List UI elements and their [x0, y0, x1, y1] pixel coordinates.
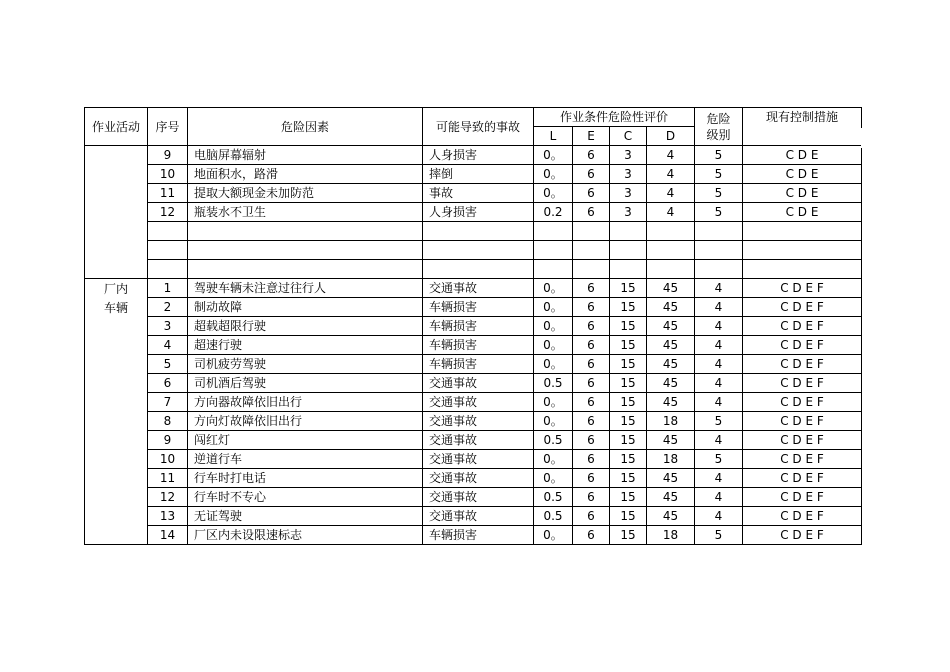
seq-cell: 3: [148, 317, 188, 336]
L-cell: 0。: [534, 412, 573, 431]
table-row: [85, 374, 862, 393]
C-cell: [610, 222, 647, 241]
controls-cell: C D E F: [743, 507, 862, 526]
table-row: [85, 469, 862, 488]
header-evaluation: 作业条件危险性评价: [534, 108, 695, 127]
E-cell: 6: [573, 507, 610, 526]
L-cell: 0.5: [534, 374, 573, 393]
L-cell: 0。: [534, 317, 573, 336]
hazard-cell: 闯红灯: [188, 431, 423, 450]
header-C: C: [610, 127, 647, 146]
hazard-cell: 厂区内未设限速标志: [188, 526, 423, 545]
L-cell: 0.5: [534, 488, 573, 507]
C-cell: 15: [610, 431, 647, 450]
C-cell: 15: [610, 488, 647, 507]
hazard-cell: 行车时打电话: [188, 469, 423, 488]
level-cell: 4: [695, 317, 743, 336]
E-cell: 6: [573, 203, 610, 222]
table-row: [85, 222, 862, 241]
group1-body: [85, 146, 862, 279]
hazard-cell: [188, 241, 423, 260]
E-cell: 6: [573, 355, 610, 374]
table-row: [85, 431, 862, 450]
level-cell: 4: [695, 355, 743, 374]
level-cell: 4: [695, 507, 743, 526]
C-cell: 3: [610, 146, 647, 165]
hazard-cell: 无证驾驶: [188, 507, 423, 526]
accident-cell: 车辆损害: [423, 336, 534, 355]
header-level: [695, 108, 743, 146]
hazard-cell: 行车时不专心: [188, 488, 423, 507]
level-cell: 5: [695, 203, 743, 222]
accident-cell: 车辆损害: [423, 317, 534, 336]
level-cell: [695, 241, 743, 260]
table-row: [85, 279, 862, 298]
table-row: [85, 393, 862, 412]
L-cell: 0。: [534, 298, 573, 317]
hazard-cell: 电脑屏幕辐射: [188, 146, 423, 165]
hazard-cell: 方向器故障依旧出行: [188, 393, 423, 412]
E-cell: 6: [573, 317, 610, 336]
C-cell: 3: [610, 203, 647, 222]
E-cell: 6: [573, 488, 610, 507]
hazard-cell: 提取大额现金未加防范: [188, 184, 423, 203]
E-cell: 6: [573, 374, 610, 393]
D-cell: 45: [647, 374, 695, 393]
level-cell: 5: [695, 412, 743, 431]
level-cell: [695, 222, 743, 241]
D-cell: 45: [647, 298, 695, 317]
level-cell: 5: [695, 450, 743, 469]
seq-cell: 6: [148, 374, 188, 393]
header-level-line2: 级别: [706, 127, 731, 142]
controls-cell: C D E F: [743, 336, 862, 355]
hazard-cell: 司机疲劳驾驶: [188, 355, 423, 374]
accident-cell: 车辆损害: [423, 355, 534, 374]
L-cell: [534, 222, 573, 241]
C-cell: 15: [610, 298, 647, 317]
D-cell: 45: [647, 393, 695, 412]
D-cell: 45: [647, 355, 695, 374]
activity-cell: [85, 279, 148, 545]
table-row: [85, 526, 862, 545]
controls-cell: C D E F: [743, 298, 862, 317]
table-row: [85, 450, 862, 469]
seq-cell: 10: [148, 450, 188, 469]
hazard-cell: 地面积水，路滑: [188, 165, 423, 184]
E-cell: 6: [573, 412, 610, 431]
controls-cell: [743, 260, 862, 279]
E-cell: 6: [573, 165, 610, 184]
L-cell: 0。: [534, 184, 573, 203]
level-cell: [695, 260, 743, 279]
table-row: [85, 317, 862, 336]
table-row: [85, 146, 862, 165]
D-cell: 45: [647, 317, 695, 336]
level-cell: 4: [695, 336, 743, 355]
table-row: [85, 203, 862, 222]
D-cell: 4: [647, 165, 695, 184]
hazard-cell: [188, 222, 423, 241]
seq-cell: 7: [148, 393, 188, 412]
seq-cell: 11: [148, 184, 188, 203]
controls-cell: C D E F: [743, 526, 862, 545]
controls-cell: [743, 222, 862, 241]
header-controls: 现有控制措施: [743, 108, 862, 146]
E-cell: 6: [573, 298, 610, 317]
accident-cell: 交通事故: [423, 507, 534, 526]
hazard-cell: [188, 260, 423, 279]
table-row: [85, 412, 862, 431]
L-cell: 0。: [534, 146, 573, 165]
accident-cell: 交通事故: [423, 488, 534, 507]
controls-cell: C D E F: [743, 469, 862, 488]
accident-cell: 事故: [423, 184, 534, 203]
C-cell: [610, 260, 647, 279]
controls-cell: C D E F: [743, 279, 862, 298]
D-cell: [647, 241, 695, 260]
accident-cell: 交通事故: [423, 393, 534, 412]
D-cell: 4: [647, 203, 695, 222]
accident-cell: [423, 260, 534, 279]
accident-cell: 交通事故: [423, 412, 534, 431]
D-cell: 45: [647, 336, 695, 355]
controls-cell: C D E F: [743, 355, 862, 374]
table-row: [85, 355, 862, 374]
level-cell: 5: [695, 165, 743, 184]
L-cell: 0。: [534, 279, 573, 298]
D-cell: 45: [647, 469, 695, 488]
C-cell: 15: [610, 469, 647, 488]
level-cell: 5: [695, 146, 743, 165]
level-cell: 5: [695, 526, 743, 545]
E-cell: 6: [573, 184, 610, 203]
C-cell: 15: [610, 450, 647, 469]
accident-cell: 车辆损害: [423, 526, 534, 545]
accident-cell: 人身损害: [423, 146, 534, 165]
C-cell: 15: [610, 355, 647, 374]
table-row: [85, 336, 862, 355]
table-row: [85, 260, 862, 279]
hazard-cell: 逆道行车: [188, 450, 423, 469]
L-cell: 0.2: [534, 203, 573, 222]
hazard-cell: 瓶装水不卫生: [188, 203, 423, 222]
D-cell: [647, 222, 695, 241]
D-cell: 45: [647, 431, 695, 450]
E-cell: 6: [573, 393, 610, 412]
header-accident: 可能导致的事故: [423, 108, 534, 146]
accident-cell: [423, 241, 534, 260]
L-cell: [534, 241, 573, 260]
controls-cell: C D E F: [743, 488, 862, 507]
controls-cell: C D E F: [743, 450, 862, 469]
seq-cell: 8: [148, 412, 188, 431]
seq-cell: 1: [148, 279, 188, 298]
header-hazard: 危险因素: [188, 108, 423, 146]
D-cell: 45: [647, 279, 695, 298]
controls-cell: C D E F: [743, 317, 862, 336]
E-cell: 6: [573, 279, 610, 298]
C-cell: 15: [610, 412, 647, 431]
L-cell: 0.5: [534, 507, 573, 526]
E-cell: [573, 241, 610, 260]
D-cell: 4: [647, 184, 695, 203]
hazard-cell: 超速行驶: [188, 336, 423, 355]
level-cell: 4: [695, 488, 743, 507]
seq-cell: 14: [148, 526, 188, 545]
hazard-cell: 驾驶车辆未注意过往行人: [188, 279, 423, 298]
E-cell: 6: [573, 146, 610, 165]
controls-cell: C D E F: [743, 431, 862, 450]
header-seq: 序号: [148, 108, 188, 146]
controls-cell: C D E F: [743, 393, 862, 412]
seq-cell: 9: [148, 146, 188, 165]
accident-cell: 交通事故: [423, 374, 534, 393]
hazard-cell: 方向灯故障依旧出行: [188, 412, 423, 431]
D-cell: 4: [647, 146, 695, 165]
level-cell: 4: [695, 298, 743, 317]
hazard-cell: 超载超限行驶: [188, 317, 423, 336]
hazard-cell: 司机酒后驾驶: [188, 374, 423, 393]
E-cell: 6: [573, 336, 610, 355]
controls-cell: C D E: [743, 184, 862, 203]
L-cell: 0。: [534, 393, 573, 412]
E-cell: 6: [573, 469, 610, 488]
seq-cell: 13: [148, 507, 188, 526]
accident-cell: 交通事故: [423, 450, 534, 469]
accident-cell: 交通事故: [423, 431, 534, 450]
table-row: [85, 298, 862, 317]
D-cell: 45: [647, 488, 695, 507]
D-cell: [647, 260, 695, 279]
accident-cell: 摔倒: [423, 165, 534, 184]
header-row-1: [85, 108, 862, 127]
L-cell: 0。: [534, 469, 573, 488]
L-cell: 0。: [534, 336, 573, 355]
controls-cell: C D E: [743, 146, 862, 165]
C-cell: 15: [610, 507, 647, 526]
controls-cell: C D E: [743, 165, 862, 184]
E-cell: 6: [573, 526, 610, 545]
header-activity: 作业活动: [85, 108, 148, 146]
seq-cell: [148, 260, 188, 279]
seq-cell: 9: [148, 431, 188, 450]
L-cell: 0。: [534, 450, 573, 469]
C-cell: [610, 241, 647, 260]
hazard-cell: 制动故障: [188, 298, 423, 317]
C-cell: 3: [610, 165, 647, 184]
L-cell: 0。: [534, 526, 573, 545]
controls-cell: [743, 241, 862, 260]
E-cell: 6: [573, 450, 610, 469]
C-cell: 15: [610, 393, 647, 412]
controls-cell: C D E F: [743, 374, 862, 393]
seq-cell: 10: [148, 165, 188, 184]
controls-cell: C D E F: [743, 412, 862, 431]
seq-cell: 12: [148, 203, 188, 222]
seq-cell: 2: [148, 298, 188, 317]
header-edge-gap: [861, 128, 867, 148]
L-cell: 0。: [534, 165, 573, 184]
header-level-line1: 危险: [706, 111, 731, 126]
accident-cell: 人身损害: [423, 203, 534, 222]
header-E: E: [573, 127, 610, 146]
level-cell: 4: [695, 374, 743, 393]
table-row: [85, 507, 862, 526]
L-cell: 0。: [534, 355, 573, 374]
header-L: L: [534, 127, 573, 146]
accident-cell: [423, 222, 534, 241]
level-cell: 4: [695, 469, 743, 488]
C-cell: 15: [610, 526, 647, 545]
L-cell: [534, 260, 573, 279]
D-cell: 18: [647, 412, 695, 431]
E-cell: [573, 222, 610, 241]
header-D: D: [647, 127, 695, 146]
table-row: [85, 184, 862, 203]
group2-body: [85, 279, 862, 545]
seq-cell: 4: [148, 336, 188, 355]
seq-cell: 12: [148, 488, 188, 507]
table-row: [85, 165, 862, 184]
accident-cell: 车辆损害: [423, 298, 534, 317]
accident-cell: 交通事故: [423, 469, 534, 488]
C-cell: 15: [610, 336, 647, 355]
D-cell: 18: [647, 526, 695, 545]
controls-cell: C D E: [743, 203, 862, 222]
E-cell: 6: [573, 431, 610, 450]
table-row: [85, 488, 862, 507]
L-cell: 0.5: [534, 431, 573, 450]
level-cell: 4: [695, 393, 743, 412]
E-cell: [573, 260, 610, 279]
risk-evaluation-table: [84, 107, 862, 545]
level-cell: 5: [695, 184, 743, 203]
activity-label: 车辆: [103, 301, 128, 315]
activity-cell: [85, 146, 148, 279]
table-row: [85, 241, 862, 260]
accident-cell: 交通事故: [423, 279, 534, 298]
seq-cell: 5: [148, 355, 188, 374]
level-cell: 4: [695, 279, 743, 298]
D-cell: 18: [647, 450, 695, 469]
C-cell: 15: [610, 374, 647, 393]
seq-cell: 11: [148, 469, 188, 488]
C-cell: 15: [610, 279, 647, 298]
seq-cell: [148, 222, 188, 241]
D-cell: 45: [647, 507, 695, 526]
seq-cell: [148, 241, 188, 260]
C-cell: 15: [610, 317, 647, 336]
activity-label: 厂内: [103, 282, 128, 296]
C-cell: 3: [610, 184, 647, 203]
level-cell: 4: [695, 431, 743, 450]
